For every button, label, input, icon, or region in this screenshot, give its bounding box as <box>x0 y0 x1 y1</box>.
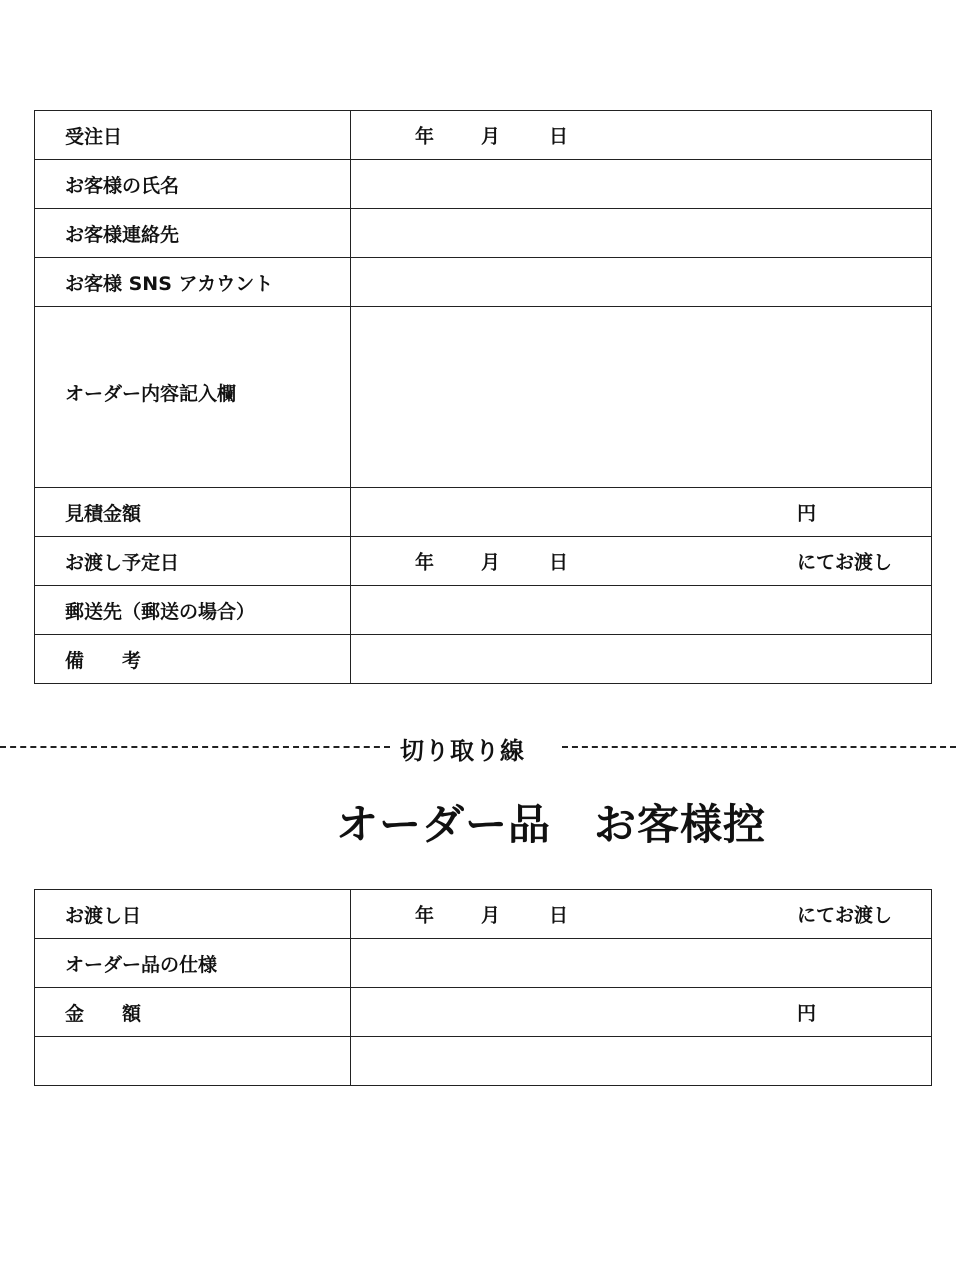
cut-line-dash-left <box>0 746 390 748</box>
received-date-field[interactable] <box>351 111 932 160</box>
received-date-row <box>35 111 932 160</box>
delivery-date-label: お渡し予定日 <box>35 537 351 586</box>
year-unit: 年 <box>415 125 435 148</box>
order-details-row <box>35 307 932 488</box>
delivery-date-row <box>35 537 932 586</box>
spec-row <box>35 939 932 988</box>
estimate-row <box>35 488 932 537</box>
month-unit: 月 <box>481 904 501 927</box>
yen-unit: 円 <box>797 1002 817 1025</box>
spec-field[interactable] <box>351 939 932 988</box>
estimate-label: 見積金額 <box>35 488 351 537</box>
blank-value-cell[interactable] <box>351 1037 932 1086</box>
blank-label-cell[interactable] <box>35 1037 351 1086</box>
customer-name-field[interactable] <box>351 160 932 209</box>
day-unit: 日 <box>549 551 569 574</box>
day-unit: 日 <box>549 904 569 927</box>
amount-label: 金 額 <box>35 988 351 1037</box>
customer-name-row <box>35 160 932 209</box>
amount-field[interactable] <box>351 988 932 1037</box>
cut-line-label: 切り取り線 <box>400 737 525 765</box>
customer-sns-field[interactable] <box>351 258 932 307</box>
yen-unit: 円 <box>797 502 817 525</box>
delivery-day-field[interactable] <box>351 890 932 939</box>
handover-suffix: にてお渡し <box>797 551 893 574</box>
year-unit: 年 <box>415 904 435 927</box>
year-unit: 年 <box>415 551 435 574</box>
delivery-day-label: お渡し日 <box>35 890 351 939</box>
day-unit: 日 <box>549 125 569 148</box>
amount-row <box>35 988 932 1037</box>
shipping-label: 郵送先（郵送の場合） <box>35 586 351 635</box>
month-unit: 月 <box>481 125 501 148</box>
receipt-title: オーダー品 お客様控 <box>336 800 767 849</box>
cut-line <box>0 727 956 767</box>
order-form-table <box>34 110 932 684</box>
customer-sns-label: お客様 SNS アカウント <box>35 258 351 307</box>
customer-contact-field[interactable] <box>351 209 932 258</box>
blank-row <box>35 1037 932 1086</box>
order-details-label: オーダー内容記入欄 <box>35 307 351 488</box>
month-unit: 月 <box>481 551 501 574</box>
customer-contact-label: お客様連絡先 <box>35 209 351 258</box>
customer-sns-row <box>35 258 932 307</box>
cut-line-dash-right <box>562 746 956 748</box>
receipt-table <box>34 889 932 1086</box>
order-details-field[interactable] <box>351 307 932 488</box>
remarks-label: 備 考 <box>35 635 351 684</box>
spec-label: オーダー品の仕様 <box>35 939 351 988</box>
delivery-date-field[interactable] <box>351 537 932 586</box>
delivery-day-row <box>35 890 932 939</box>
received-date-label: 受注日 <box>35 111 351 160</box>
remarks-field[interactable] <box>351 635 932 684</box>
remarks-row <box>35 635 932 684</box>
customer-name-label: お客様の氏名 <box>35 160 351 209</box>
shipping-row <box>35 586 932 635</box>
customer-contact-row <box>35 209 932 258</box>
shipping-field[interactable] <box>351 586 932 635</box>
estimate-field[interactable] <box>351 488 932 537</box>
handover-suffix: にてお渡し <box>797 904 893 927</box>
